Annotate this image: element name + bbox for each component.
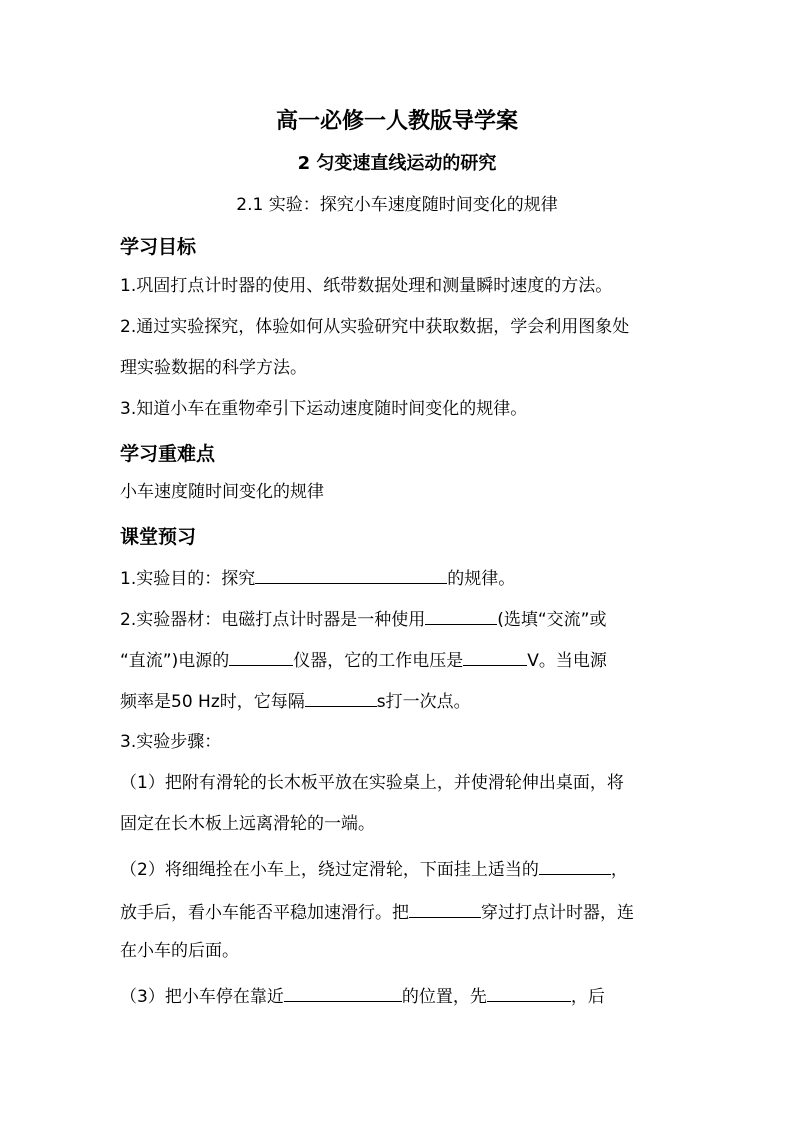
fill-blank[interactable] [463,647,527,666]
objective-2-line-1: 2.通过实验探究，体验如何从实验研究中获取数据，学会利用图象处 [120,317,630,337]
step-3-text-b: 的位置，先 [401,987,487,1007]
question-2-text-f: 频率是50 Hz时，它每隔 [120,692,305,712]
fill-blank[interactable] [409,899,481,918]
step-2-text-c: 放手后，看小车能否平稳加速滑行。把 [120,903,409,923]
question-2-text-c: “直流”)电源的 [120,651,230,671]
question-1-text-b: 的规律。 [447,569,516,589]
fill-blank[interactable] [305,688,377,707]
fill-blank[interactable] [425,606,497,625]
step-2-text-a: （2）将细绳拴在小车上，绕过定滑轮，下面挂上适当的 [120,860,539,880]
fill-blank[interactable] [539,856,611,875]
step-3-text-c: ，后 [570,987,605,1007]
step-3-text-a: （3）把小车停在靠近 [120,987,284,1007]
question-2-text-d: 仪器，它的工作电压是 [293,651,464,671]
question-2-text-e: V。当电源 [527,651,607,671]
objective-1: 1.巩固打点计时器的使用、纸带数据处理和测量瞬时速度的方法。 [120,276,613,296]
step-1-line-2: 固定在长木板上远离滑轮的一端。 [120,814,375,834]
question-2-line-1 [120,606,606,631]
step-2-line-3: 在小车的后面。 [120,941,239,961]
question-3: 3.实验步骤： [120,732,222,752]
preview-heading: 课堂预习 [120,526,197,548]
question-1-text-a: 1.实验目的：探究 [120,569,256,589]
fill-blank[interactable] [255,565,447,584]
objective-2-line-2: 理实验数据的科学方法。 [120,358,307,378]
key-points-text: 小车速度随时间变化的规律 [120,482,324,502]
question-2-text-g: s打一次点。 [376,692,471,712]
question-2-text-b: (选填“交流”或 [497,610,607,630]
step-2-line-1 [120,856,628,881]
step-2-text-b: ， [610,860,628,880]
step-2-line-2 [120,899,634,924]
step-2-text-d: 穿过打点计时器，连 [481,903,634,923]
document-title: 高一必修一人教版导学案 [275,109,518,134]
chapter-title: 2 匀变速直线运动的研究 [297,153,497,174]
step-3-line-1 [120,983,605,1008]
fill-blank[interactable] [284,983,402,1002]
objectives-heading: 学习目标 [120,236,197,258]
question-1 [120,565,515,590]
step-1-line-1: （1）把附有滑轮的长木板平放在实验桌上，并使滑轮伸出桌面，将 [120,773,624,793]
question-2-line-3 [120,688,471,713]
fill-blank[interactable] [229,647,293,666]
question-2-line-2 [120,647,607,672]
section-title: 2.1 实验：探究小车速度随时间变化的规律 [236,195,558,215]
objective-3: 3.知道小车在重物牵引下运动速度随时间变化的规律。 [120,399,528,419]
key-points-heading: 学习重难点 [120,443,216,465]
fill-blank[interactable] [487,983,571,1002]
question-2-text-a: 2.实验器材：电磁打点计时器是一种使用 [120,610,426,630]
